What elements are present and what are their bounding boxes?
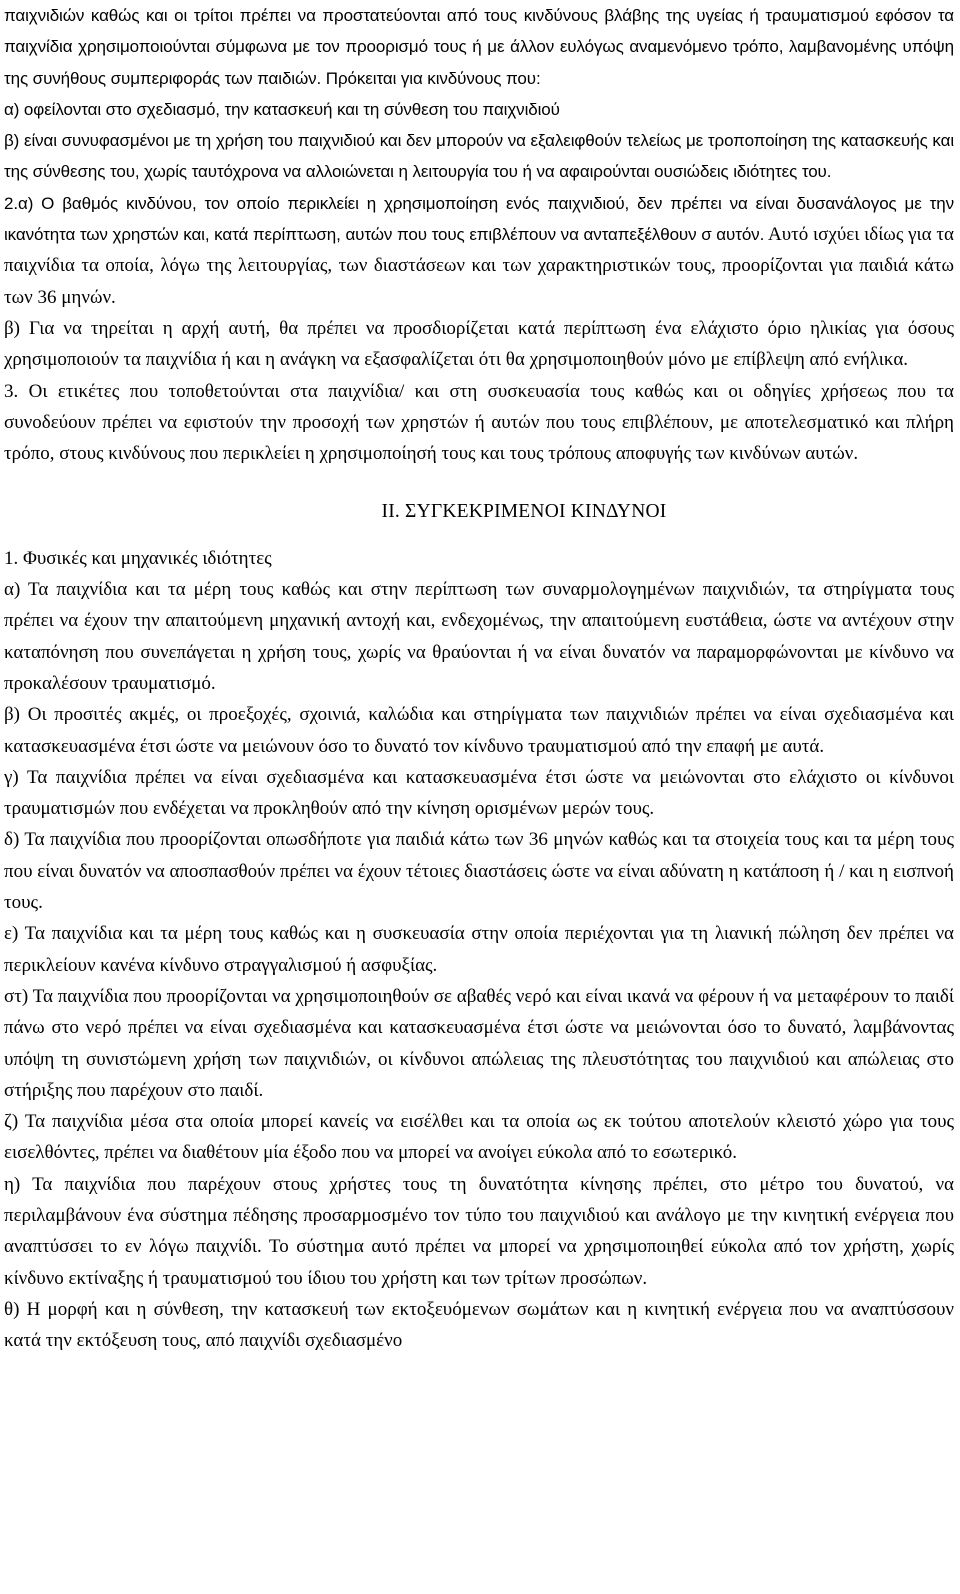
list-item: η) Τα παιχνίδια που παρέχουν στους χρήστες τους τη δυνατότητα κίνησης πρέπει, στο μέτρο του δυνατού, να περιλαμβάνουν ένα σύστημα πέδησης προσαρμοσμένο τον τύπο του παιχνιδιού και ανάλογο με την κινητική ενέργεια που αναπτύσσει το εν λόγω παιχνίδι. Το σύστημα αυτό πρέπει να μπορεί να χρησιμοποιηθεί εύκολα από τον χρήστη, χωρίς κίνδυνο εκτίναξης ή τραυματισμού του ίδιου του χρήστη και των τρίτων προσώπων.: [4, 1173, 954, 1289]
intro-continued-paragraph: [4, 0, 954, 94]
subsection-title: 1. Φυσικές και μηχανικές ιδιότητες: [4, 547, 272, 569]
list-item: γ) Τα παιχνίδια πρέπει να είναι σχεδιασμένα και κατασκευασμένα έτσι ώστε να μειώνονται στο ελάχιστο οι κίνδυνοι τραυματισμών που ενδέχεται να προκληθούν από την κίνηση ορισμένων μερών τους.: [4, 766, 954, 820]
list-item: β) Οι προσιτές ακμές, οι προεξοχές, σχοινιά, καλώδια και στηρίγματα των παιχνιδιών πρέπει να είναι σχεδιασμένα και κατασκευασμένα έτσι ώστε να μειώνουν όσο το δυνατό τον κίνδυνο τραυματισμού από την επαφή με αυτά.: [4, 704, 954, 757]
document-page: [4, 0, 954, 1356]
paragraph-2b: β) Για να τηρείται η αρχή αυτή, θα πρέπει να προσδιορίζεται κατά περίπτωση ένα ελάχιστο όριο ηλικίας για όσους χρησιμοποιούν τα παιχνίδια ή και η ανάγκη να εξασφαλίζεται ότι θα χρησιμοποιηθούν μόνο με επίβλεψη από ενήλικα.: [4, 317, 954, 371]
intro-item-b: β) είναι συνυφασμένοι με τη χρήση του παιχνιδιού και δεν μπορούν να εξαλειφθούν τελείως με τροποποίηση της κατασκευής και της σύνθεσης του, χωρίς ταυτόχρονα να αλλοιώνεται η λειτουργία του ή να αφαιρούνται ουσιώδεις ιδιότητες του.: [4, 131, 954, 182]
intro-continued-text: παιχνιδιών καθώς και οι τρίτοι πρέπει να προστατεύονται από τους κινδύνους βλάβης της υγείας ή τραυματισμού εφόσον τα παιχνίδια χρησιμοποιούνται σύμφωνα με τον προορισμό τους ή με άλλον ευλόγως αναμενόμενο τρόπο, λαμβανομένης υπόψη της συνήθους συμπεριφοράς των παιδιών. Πρόκειται για κινδύνους που:: [4, 6, 954, 88]
paragraph-2a: [4, 188, 954, 313]
paragraph-3: 3. Οι ετικέτες που τοποθετούνται στα παιχνίδια/ και στη συσκευασία τους καθώς και οι οδηγίες χρήσεως που τα συνοδεύουν πρέπει να εφιστούν την προσοχή των χρηστών ή αυτών που τους επιβλέπουν, με αποτελεσματικό και πλήρη τρόπο, στους κινδύνους που περικλείει η χρησιμοποίησή τους και τους τρόπους αποφυγής των κινδύνων αυτών.: [4, 380, 954, 465]
paragraph-2a-second-part: Αυτό ισχύει ιδίως για τα παιχνίδια τα οποία, λόγω της λειτουργίας, των διαστάσεων και των χαρακτηριστικών τους, προορίζονται για παιδιά κάτω των 36 μηνών.: [4, 224, 955, 308]
paragraph-2a-first-part: 2.α) Ο βαθμός κινδύνου, τον οποίο περικλείει η χρησιμοποίηση ενός παιχνιδιού, δεν πρέπει να είναι δυσανάλογος με την ικανότητα των χρηστών και, κατά περίπτωση, αυτών που τους επιβλέπουν να ανταπεξέλθουν σ αυτόν.: [4, 193, 954, 245]
list-item: θ) Η μορφή και η σύνθεση, την κατασκευή των εκτοξευόμενων σωμάτων και η κινητική ενέργεια που να αναπτύσσουν κατά την εκτόξευση τους, από παιχνίδι σχεδιασμένο: [4, 1298, 954, 1352]
list-item: στ) Τα παιχνίδια που προορίζονται να χρησιμοποιηθούν σε αβαθές νερό και είναι ικανά να φέρουν ή να μεταφέρουν το παιδί πάνω στο νερό πρέπει να είναι σχεδιασμένα και κατασκευασμένα έτσι ώστε να μειώνονται όσο το δυνατό, λαμβάνοντας υπόψη τη συνιστώμενη χρήση των παιχνιδιών, οι κίνδυνοι απώλειας της πλευστότητας του παιχνιδιού και απώλειας στο στήριξης που παρέχουν στο παιδί.: [4, 985, 954, 1101]
section-heading: II. ΣΥΓΚΕΚΡΙΜΕΝΟΙ ΚΙΝΔΥΝΟΙ: [381, 501, 667, 523]
intro-item-a: α) οφείλονται στο σχεδιασμό, την κατασκευή και τη σύνθεση του παιχνιδιού: [4, 99, 560, 119]
list-item: α) Τα παιχνίδια και τα μέρη τους καθώς και στην περίπτωση των συναρμολογημένων παιχνιδιών, τα στηρίγματα τους πρέπει να έχουν την απαιτούμενη μηχανική αντοχή και, ενδεχομένως, την απαιτούμενη ευστάθεια, ώστε να αντέχουν στην καταπόνηση που συνεπάγεται η χρήση τους, χωρίς να θραύονται ή να είναι δυνατόν να παραμορφώνονται με κίνδυνο να προκαλέσουν τραυματισμό.: [4, 579, 954, 694]
list-item: ζ) Τα παιχνίδια μέσα στα οποία μπορεί κανείς να εισέλθει και τα οποία ως εκ τούτου αποτελούν κλειστό χώρο για τους εισελθόντες, πρέπει να διαθέτουν μία έξοδο που να μπορεί να ανοίγει εύκολα από το εσωτερικό.: [4, 1111, 954, 1164]
list-item: δ) Τα παιχνίδια που προορίζονται οπωσδήποτε για παιδιά κάτω των 36 μηνών καθώς και τα στοιχεία τους και τα μέρη τους που είναι δυνατόν να αποσπασθούν πρέπει να έχουν τέτοιες διαστάσεις ώστε να είναι αδύνατη η κατάποση ή / και η εισπνοή τους.: [4, 829, 954, 914]
list-item: ε) Τα παιχνίδια και τα μέρη τους καθώς και η συσκευασία στην οποία περιέχονται για τη λιανική πώληση δεν πρέπει να περικλείουν κανένα κίνδυνο στραγγαλισμού ή ασφυξίας.: [4, 923, 954, 976]
